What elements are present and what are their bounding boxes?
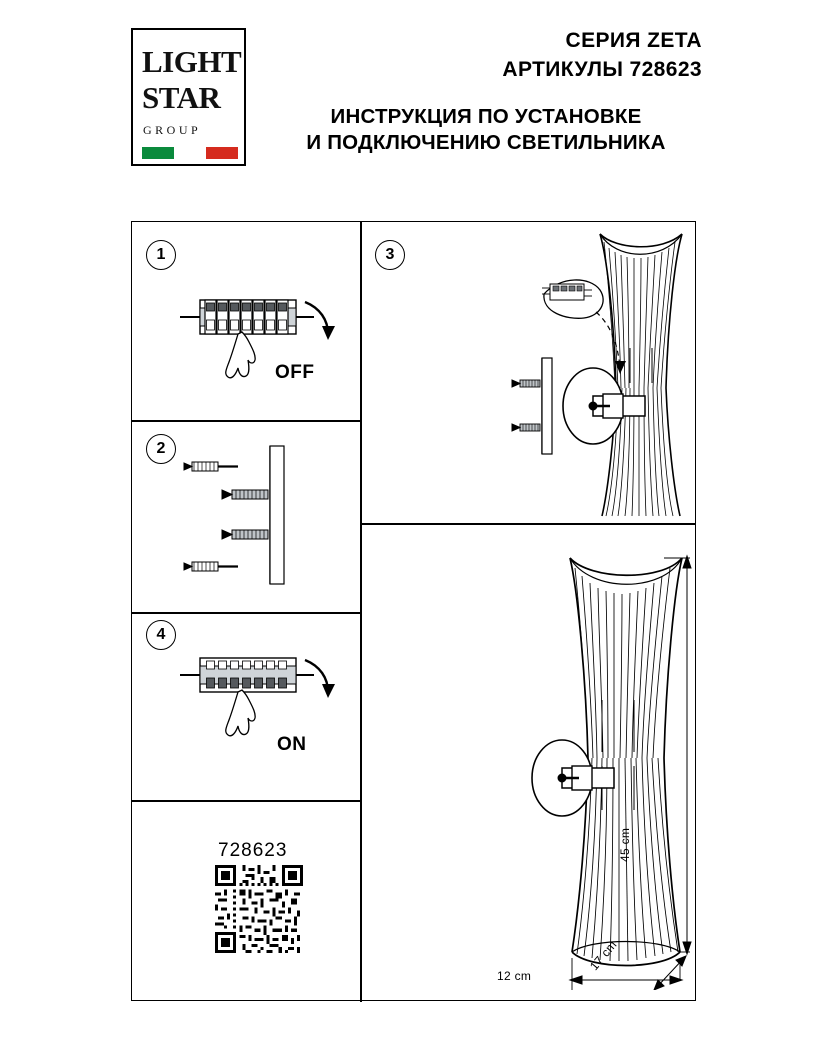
instruction-panel-grid bbox=[131, 221, 696, 1001]
product-code: 728623 bbox=[218, 840, 288, 861]
article-number: АРТИКУЛЫ 728623 bbox=[502, 58, 702, 81]
instruction-title-line1: ИНСТРУКЦИЯ ПО УСТАНОВКЕ bbox=[330, 105, 642, 128]
step-2-illustration bbox=[172, 434, 357, 604]
step-number-3: 3 bbox=[375, 240, 405, 270]
grid-divider-h4 bbox=[360, 523, 695, 525]
step-number-2: 2 bbox=[146, 434, 176, 464]
logo-text-star: STAR bbox=[142, 80, 221, 115]
lightstar-logo bbox=[131, 28, 246, 166]
grid-divider-h2 bbox=[132, 612, 360, 614]
grid-divider-vertical bbox=[360, 222, 362, 1002]
dimension-height: 45 cm bbox=[618, 827, 632, 862]
document-header bbox=[0, 0, 826, 200]
italian-flag-icon bbox=[142, 147, 238, 159]
qr-code bbox=[215, 865, 303, 953]
step-number-4: 4 bbox=[146, 620, 176, 650]
logo-text-light: LIGHT bbox=[142, 44, 242, 79]
dimension-depth: 17 cm bbox=[587, 937, 620, 973]
step-1-label-off: OFF bbox=[275, 362, 315, 383]
dimension-width: 12 cm bbox=[497, 969, 532, 983]
grid-divider-h1 bbox=[132, 420, 360, 422]
series-title: СЕРИЯ ZETA bbox=[565, 29, 702, 52]
logo-text-group: GROUP bbox=[143, 123, 202, 137]
step-4-label-on: ON bbox=[277, 734, 307, 755]
header-text-block bbox=[270, 26, 702, 156]
step-number-1: 1 bbox=[146, 240, 176, 270]
step-3-illustration bbox=[394, 228, 692, 520]
step-4-illustration bbox=[172, 640, 357, 780]
grid-divider-h3 bbox=[132, 800, 360, 802]
step-1-illustration bbox=[172, 262, 357, 402]
product-dimension-drawing bbox=[394, 540, 692, 990]
instruction-title-line2: И ПОДКЛЮЧЕНИЮ СВЕТИЛЬНИКА bbox=[306, 131, 666, 154]
